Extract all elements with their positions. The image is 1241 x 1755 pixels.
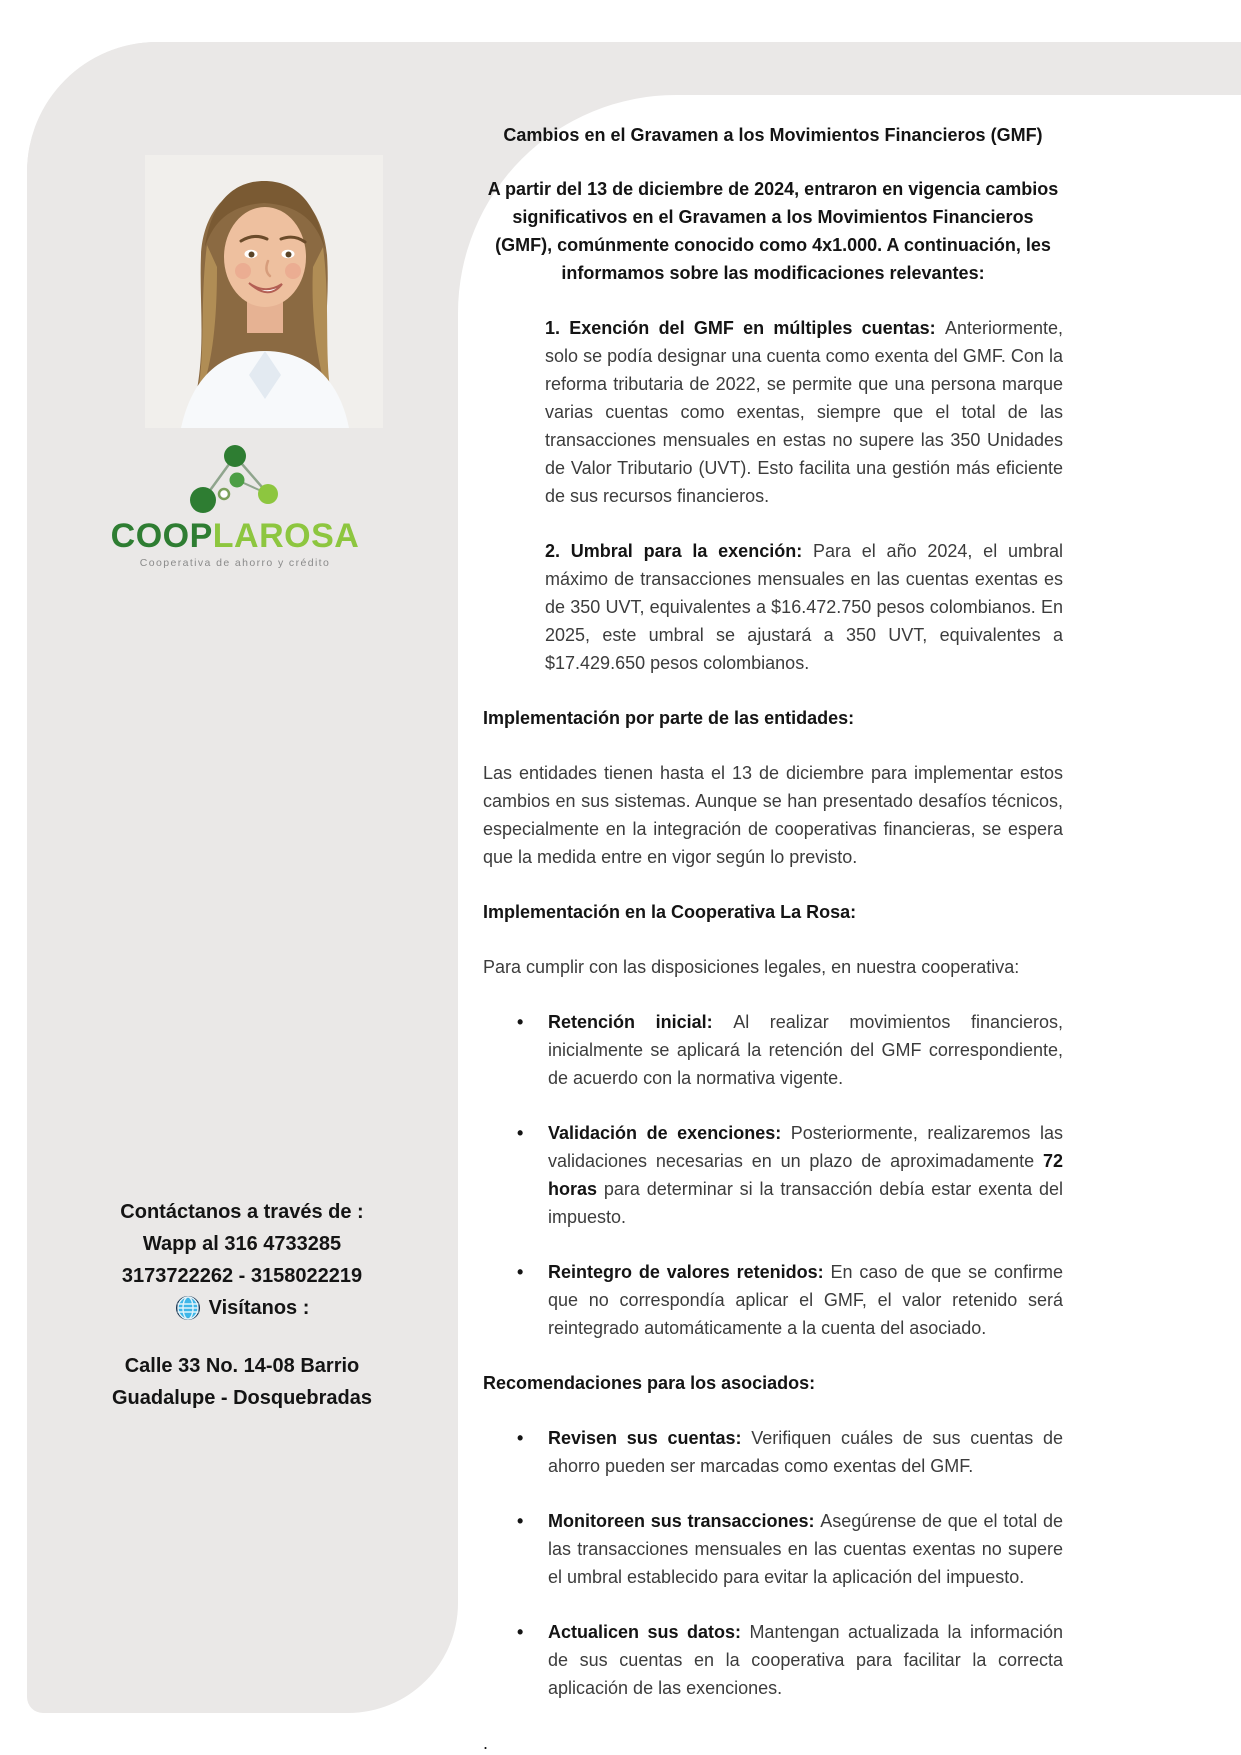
point-2-text: Para el año 2024, el umbral máximo de transacciones mensuales en las cuentas exentas es de 350 UVT, equivalentes a $16.472.750 pesos colombianos. En 2025, este umbral se ajustará a 350 UVT, equivalentes a $17.429.650 pesos colombianos. — [545, 541, 1063, 673]
bullet-revisen — [483, 1424, 1063, 1480]
globe-icon — [175, 1295, 201, 1321]
contact-heading: Contáctanos a través de : — [120, 1201, 364, 1223]
bullet-retencion-lead: Retención inicial: — [548, 1012, 734, 1032]
bullet-monitoreen-text: Asegúrense de que el total de las transacciones mensuales en las cuentas exentas no supere el umbral establecido para evitar la aplicación del impuesto. — [548, 1511, 1063, 1587]
bullet-reintegro — [483, 1258, 1063, 1342]
bullet-monitoreen-lead: Monitoreen sus transacciones: — [548, 1511, 821, 1531]
point-2 — [545, 537, 1063, 677]
bullet-reintegro-lead: Reintegro de valores retenidos: — [548, 1262, 831, 1282]
footer-dot: . — [483, 1733, 489, 1753]
recommendations-bullet-list — [483, 1424, 1063, 1702]
logo-wordmark — [110, 518, 360, 554]
bullet-validacion-lead: Validación de exenciones: — [548, 1123, 791, 1143]
bullet-actualicen-text: Mantengan actualizada la información de sus cuentas en la cooperativa para facilitar la correcta aplicación de las exenciones. — [548, 1622, 1063, 1698]
bullet-validacion-bold: 72 horas — [548, 1151, 1063, 1199]
entities-paragraph: Las entidades tienen hasta el 13 de diciembre para implementar estos cambios en sus sistemas. Aunque se han presentado desafíos técnicos, especialmente en la integración de cooperativas financieras, se espera que la medida entre en vigor según lo previsto. — [483, 763, 1063, 867]
bullet-retencion-text: Al realizar movimientos financieros, inicialmente se aplicará la retención del GMF correspondiente, de acuerdo con la normativa vigente. — [548, 1012, 1064, 1088]
visit-label: Visítanos : — [208, 1297, 310, 1319]
point-1-lead: 1. Exención del GMF en múltiples cuentas: — [545, 318, 945, 338]
contact-whatsapp: Wapp al 316 4733285 — [142, 1233, 342, 1255]
bullet-reintegro-text: En caso de que se confirme que no correspondía aplicar el GMF, el valor retenido será reintegrado automáticamente a la cuenta del asociado. — [548, 1262, 1063, 1338]
bullet-actualicen-lead: Actualicen sus datos: — [548, 1622, 750, 1642]
contact-block — [47, 1196, 437, 1414]
logo-larosa: LAROSA — [212, 517, 360, 555]
bullet-revisen-lead: Revisen sus cuentas: — [548, 1428, 752, 1448]
advisor-photo — [145, 155, 383, 428]
main-content — [458, 95, 1241, 1755]
bullet-validacion-text-after: para determinar si la transacción debía estar exenta del impuesto. — [548, 1179, 1063, 1227]
logo-coop: COOP — [110, 517, 213, 555]
advisor-photo-illustration — [145, 155, 383, 428]
logo-molecule-icon — [180, 442, 290, 516]
contact-phones: 3173722262 - 3158022219 — [121, 1265, 363, 1287]
coop-paragraph: Para cumplir con las disposiciones legales, en nuestra cooperativa: — [483, 957, 1020, 977]
point-2-lead: 2. Umbral para la exención: — [545, 541, 813, 561]
point-1 — [545, 314, 1063, 510]
recommendations-heading: Recomendaciones para los asociados: — [483, 1373, 816, 1393]
visit-line — [47, 1292, 437, 1324]
point-1-text: Anteriormente, solo se podía designar una cuenta como exenta del GMF. Con la reforma tributaria de 2022, se permite que una persona marque varias cuentas como exentas, siempre que el total de las transacciones mensuales en estas no supere las 350 Unidades de Valor Tributario (UVT). Esto facilita una gestión más eficiente de sus recursos financieros. — [545, 318, 1063, 506]
bullet-retencion — [483, 1008, 1063, 1092]
cooplarosa-logo — [110, 442, 360, 569]
address-line-2: Guadalupe - Dosquebradas — [111, 1387, 373, 1409]
bullet-revisen-text: Verifiquen cuáles de sus cuentas de ahorro pueden ser marcadas como exentas del GMF. — [548, 1428, 1063, 1476]
entities-heading: Implementación por parte de las entidades: — [483, 708, 855, 728]
coop-bullet-list — [483, 1008, 1063, 1342]
bullet-validacion-text-before: Posteriormente, realizaremos las validaciones necesarias en un plazo de aproximadamente — [548, 1123, 1063, 1171]
address-line-1: Calle 33 No. 14-08 Barrio — [124, 1355, 360, 1377]
bullet-actualicen — [483, 1618, 1063, 1702]
logo-tagline: Cooperativa de ahorro y crédito — [139, 557, 331, 569]
bullet-validacion — [483, 1119, 1063, 1231]
page-title: Cambios en el Gravamen a los Movimientos Financieros (GMF) — [503, 125, 1043, 145]
bullet-monitoreen — [483, 1507, 1063, 1591]
coop-heading: Implementación en la Cooperativa La Rosa: — [483, 902, 857, 922]
intro-paragraph: A partir del 13 de diciembre de 2024, entraron en vigencia cambios significativos en el Gravamen a los Movimientos Financieros (GMF), comúnmente conocido como 4x1.000. A continuación, les informamos sobre las modificaciones relevantes: — [487, 179, 1059, 283]
